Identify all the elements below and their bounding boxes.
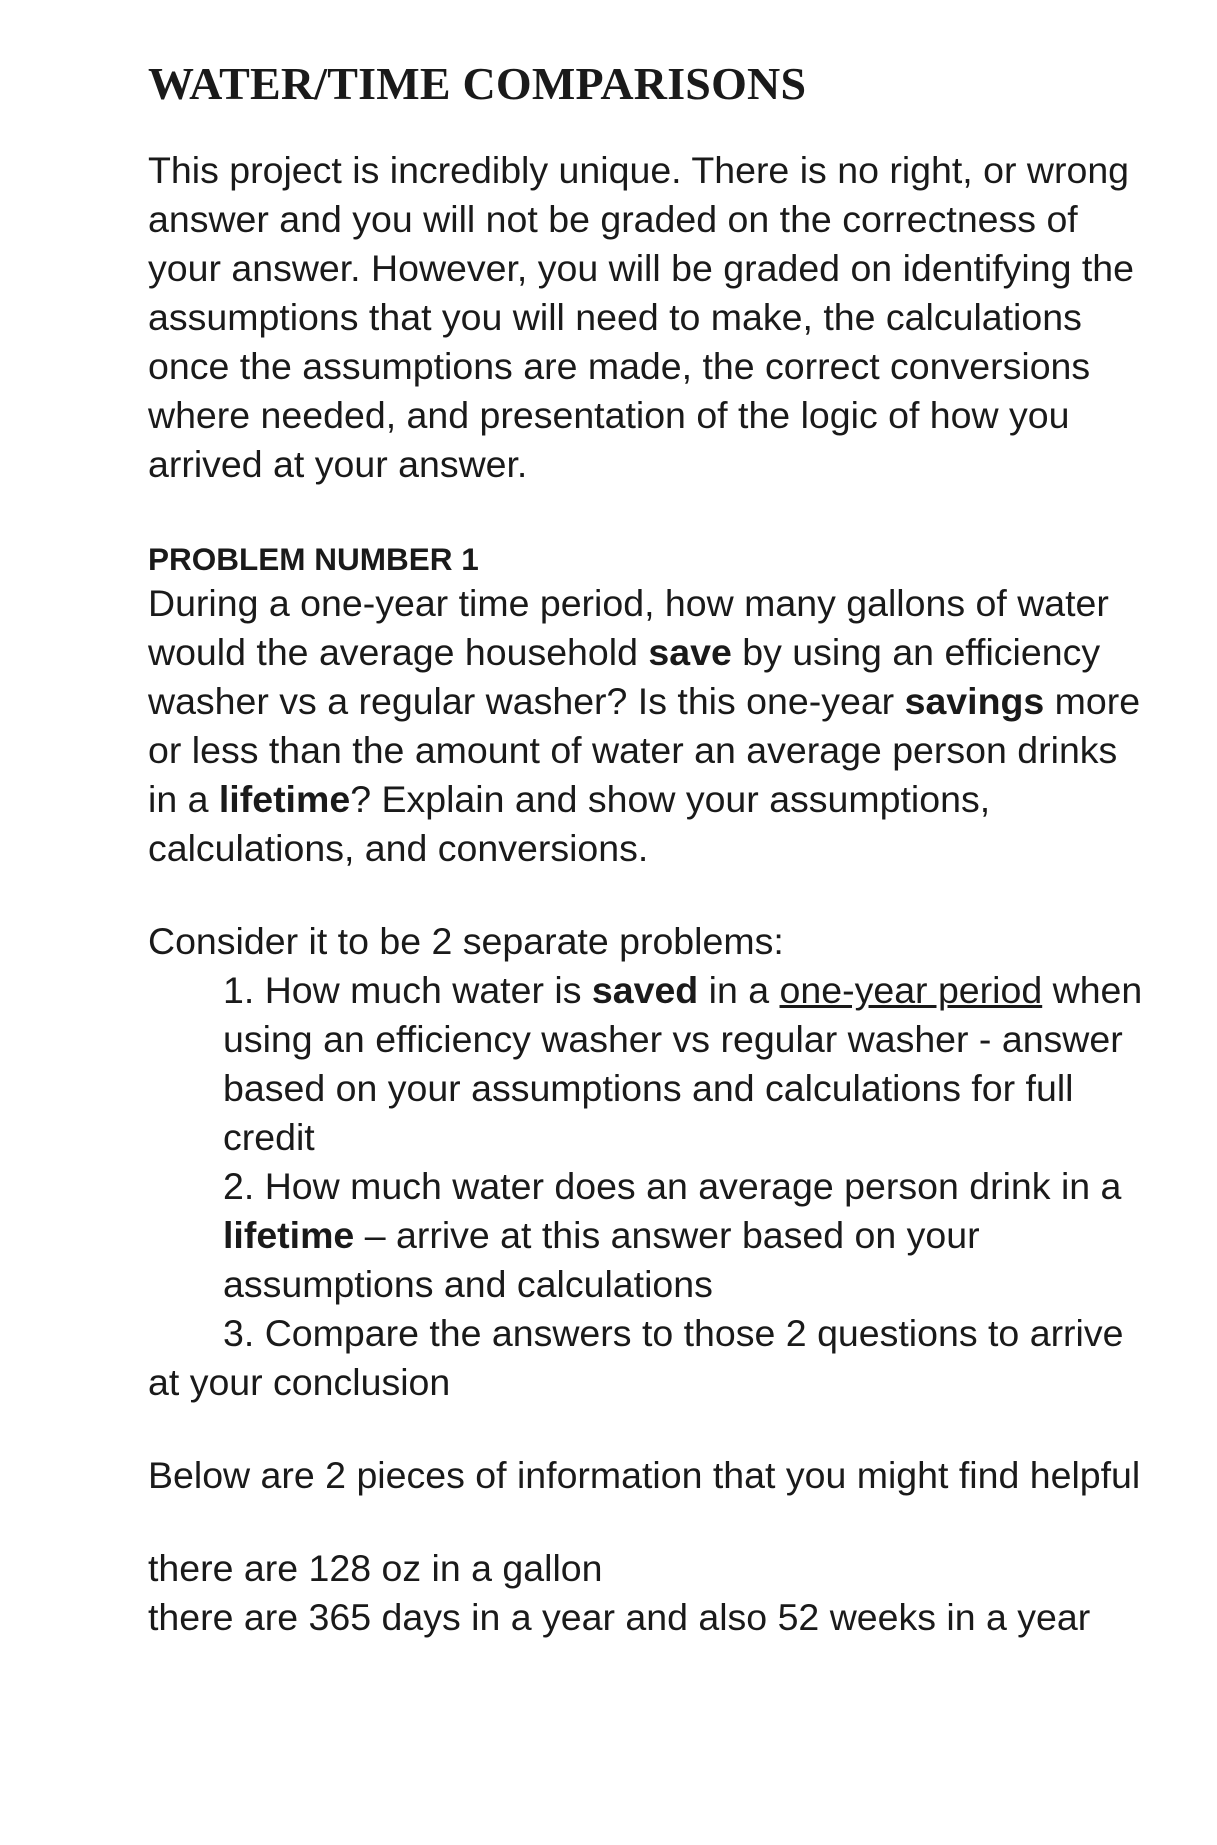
problem-text-part: During a one-year time period, how many gallons of water would the average household (148, 582, 1109, 673)
fact-item: there are 128 oz in a gallon (148, 1547, 603, 1589)
emphasis-lifetime: lifetime (223, 1214, 355, 1256)
problem-text-part: by using an efficiency washer vs a regular washer? Is this one-year (148, 631, 1101, 722)
list-item-text: in a (698, 969, 780, 1011)
emphasis-lifetime: lifetime (218, 778, 351, 820)
emphasis-save: save (648, 631, 732, 673)
problem-text-part: ? Explain and show your assumptions, calculations, and conversions. (148, 778, 991, 869)
list-item (148, 1162, 1148, 1309)
problem-text (148, 579, 1148, 873)
emphasis-savings: savings (904, 680, 1045, 722)
intro-paragraph: This project is incredibly unique. There is no right, or wrong answer and you will not be graded on the correctness of your answer. However, you will be graded on identifying the assumptions that you will need to make, the calculations once the assumptions are made, the correct conversions where needed, and presentation of the logic of how you arrived at your answer. (148, 149, 1134, 485)
underline-one-year-period: one-year period (779, 969, 1043, 1011)
problem-section (148, 539, 1148, 873)
helpful-info-intro: Below are 2 pieces of information that you might find helpful (148, 1454, 1141, 1496)
fact-item: there are 365 days in a year and also 52 weeks in a year (148, 1596, 1091, 1638)
list-item-text: when using an efficiency washer vs regular washer - answer based on your assumptions and calculations for full credit (223, 969, 1143, 1158)
list-item (148, 966, 1148, 1162)
page-title: WATER/TIME COMPARISONS (148, 58, 807, 109)
consider-section (148, 917, 1148, 1407)
list-item-text: 1. How much water is (223, 969, 592, 1011)
list-item-text: – arrive at this answer based on your assumptions and calculations (223, 1214, 980, 1305)
list-item: 3. Compare the answers to those 2 questions to arrive at your conclusion (148, 1312, 1124, 1403)
document-content (148, 58, 1148, 1642)
problem-list (148, 966, 1148, 1407)
problem-heading: PROBLEM NUMBER 1 (148, 541, 479, 577)
problem-text-part: more or less than the amount of water an average person drinks in a (148, 680, 1141, 820)
consider-intro: Consider it to be 2 separate problems: (148, 920, 784, 962)
facts-list (148, 1544, 1148, 1642)
emphasis-saved: saved (591, 969, 699, 1011)
list-item-text: 2. How much water does an average person drink in a (223, 1165, 1122, 1207)
